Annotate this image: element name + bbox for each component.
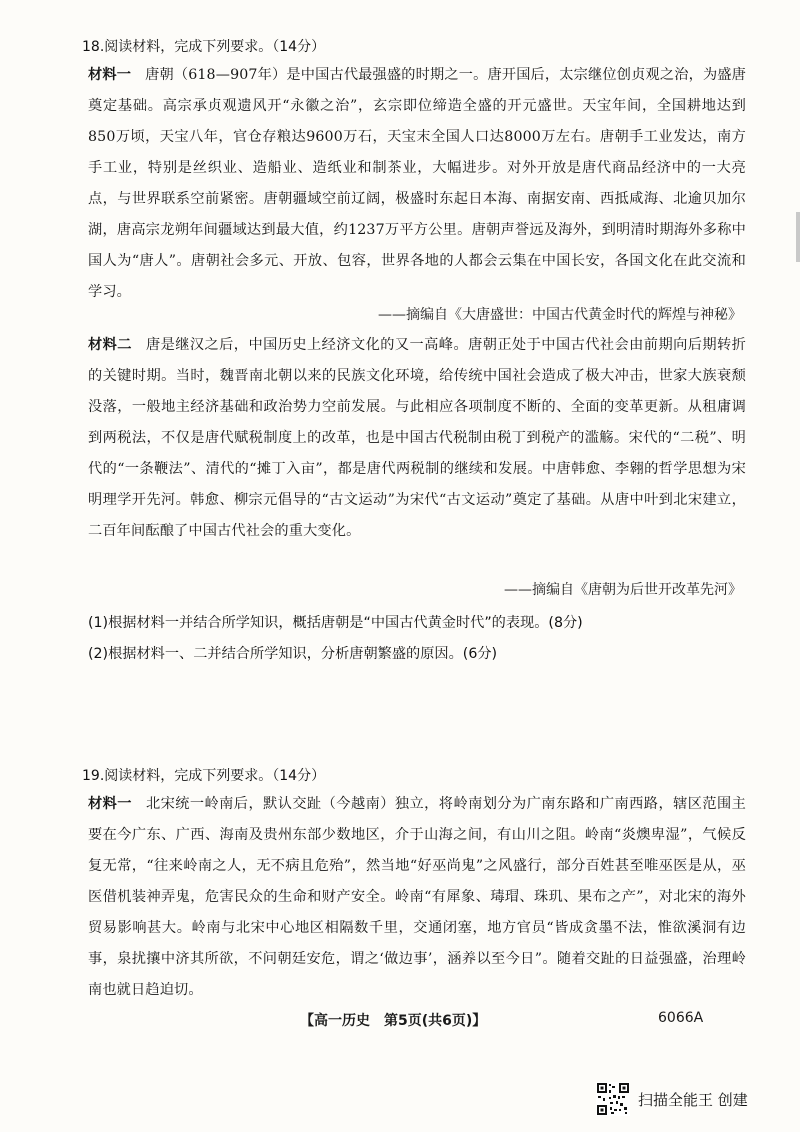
material-text: 北宋统一岭南后，默认交趾（今越南）独立，将岭南划分为广南东路和广南西路，辖区范围主要在今广东、广西、海南及贵州东部少数地区，介于山海之间，有山川之阻。岭南“炎燠卑湿”，气候反复无常，“往来岭南之人，无不病且危殆”，然当地“好巫尚鬼”之风盛行，部分百姓甚至唯巫医是从，巫医借机装神弄鬼，危害民众的生命和财产安全。岭南“有犀象、瑇瑁、珠玑、果布之产”，对北宋的海外贸易影响甚大。岭南与北宋中心地区相隔数千里，交通闭塞，地方官员“皆成贪墨不法，惟欲溪洞有边事，泉扰攘中济其所欲，不问朝廷安危，谓之‘做边事’，涵养以至今日”。随着交趾的日益强盛，治理岭南也就日趋迫切。 [88, 796, 747, 998]
material-text: 唐是继汉之后，中国历史上经济文化的又一高峰。唐朝正处于中国古代社会由前期向后期转折的关键时期。当时，魏晋南北朝以来的民族文化环境，给传统中国社会造成了极大冲击，世家大族衰颓没落，一般地主经济基础和政治势力空前发展。与此相应各项制度不断的、全面的变革更新。从租庸调到两税法，不仅是唐代赋税制度上的改革，也是中国古代税制由税丁到税产的滥觞。宋代的“二税”、明代的“一条鞭法”、清代的“摊丁入亩”，都是唐代两税制的继续和发展。中唐韩愈、李翱的哲学思想为宋明理学开先河。韩愈、柳宗元倡导的“古文运动”为宋代“古文运动”奠定了基础。从唐中叶到北宋建立，二百年间酝酿了中国古代社会的重大变化。 [88, 337, 747, 539]
material-text: 唐朝（618—907年）是中国古代最强盛的时期之一。唐开国后，太宗继位创贞观之治，为盛唐奠定基础。高宗承贞观遗风开“永徽之治”，玄宗即位缔造全盛的开元盛世。天宝年间，全国耕地达到850万顷，天宝八年，官仓存粮达9600万石，天宝末全国人口达8000万左右。唐朝手工业发达，南方手工业，特别是丝织业、造船业、造纸业和制茶业，大幅进步。对外开放是唐代商品经济中的一大亮点，与世界联系空前紧密。唐朝疆域空前辽阔，极盛时东起日本海、南据安南、西抵咸海、北逾贝加尔湖，唐高宗龙朔年间疆域达到最大值，约1237万平方公里。唐朝声誉远及海外，到明清时期海外多称中国人为“唐人”。唐朝社会多元、开放、包容，世界各地的人都会云集在中国长安，各国文化在此交流和学习。 [88, 67, 747, 300]
qr-code-icon [596, 1082, 630, 1116]
question-18-heading: 18.阅读材料，完成下列要求。（14分） [82, 39, 326, 55]
scanner-watermark [596, 1082, 748, 1116]
scanner-watermark-text: 扫描全能王 创建 [638, 1090, 748, 1109]
paper-code: 6066A [658, 1010, 704, 1026]
q18-material-2-source: ——摘编自《唐朝为后世开改革先河》 [504, 582, 742, 598]
material-label: 材料一 [88, 67, 132, 83]
q18-material-1-source: ——摘编自《大唐盛世：中国古代黄金时代的辉煌与神秘》 [378, 307, 742, 323]
material-label: 材料一 [88, 796, 132, 812]
q18-sub-question-2: (2)根据材料一、二并结合所学知识，分析唐朝繁盛的原因。(6分) [88, 646, 498, 662]
material-label: 材料二 [88, 337, 132, 353]
q19-material-1 [88, 789, 746, 1006]
question-19-heading: 19.阅读材料，完成下列要求。（14分） [82, 768, 326, 784]
q18-material-1 [88, 60, 746, 308]
q18-material-2 [88, 330, 746, 547]
scan-edge-mark [796, 212, 800, 262]
q18-sub-question-1: (1)根据材料一并结合所学知识，概括唐朝是“中国古代黄金时代”的表现。(8分) [88, 615, 583, 631]
page-footer-title: 【高一历史 第5页(共6页)】 [300, 1013, 487, 1029]
